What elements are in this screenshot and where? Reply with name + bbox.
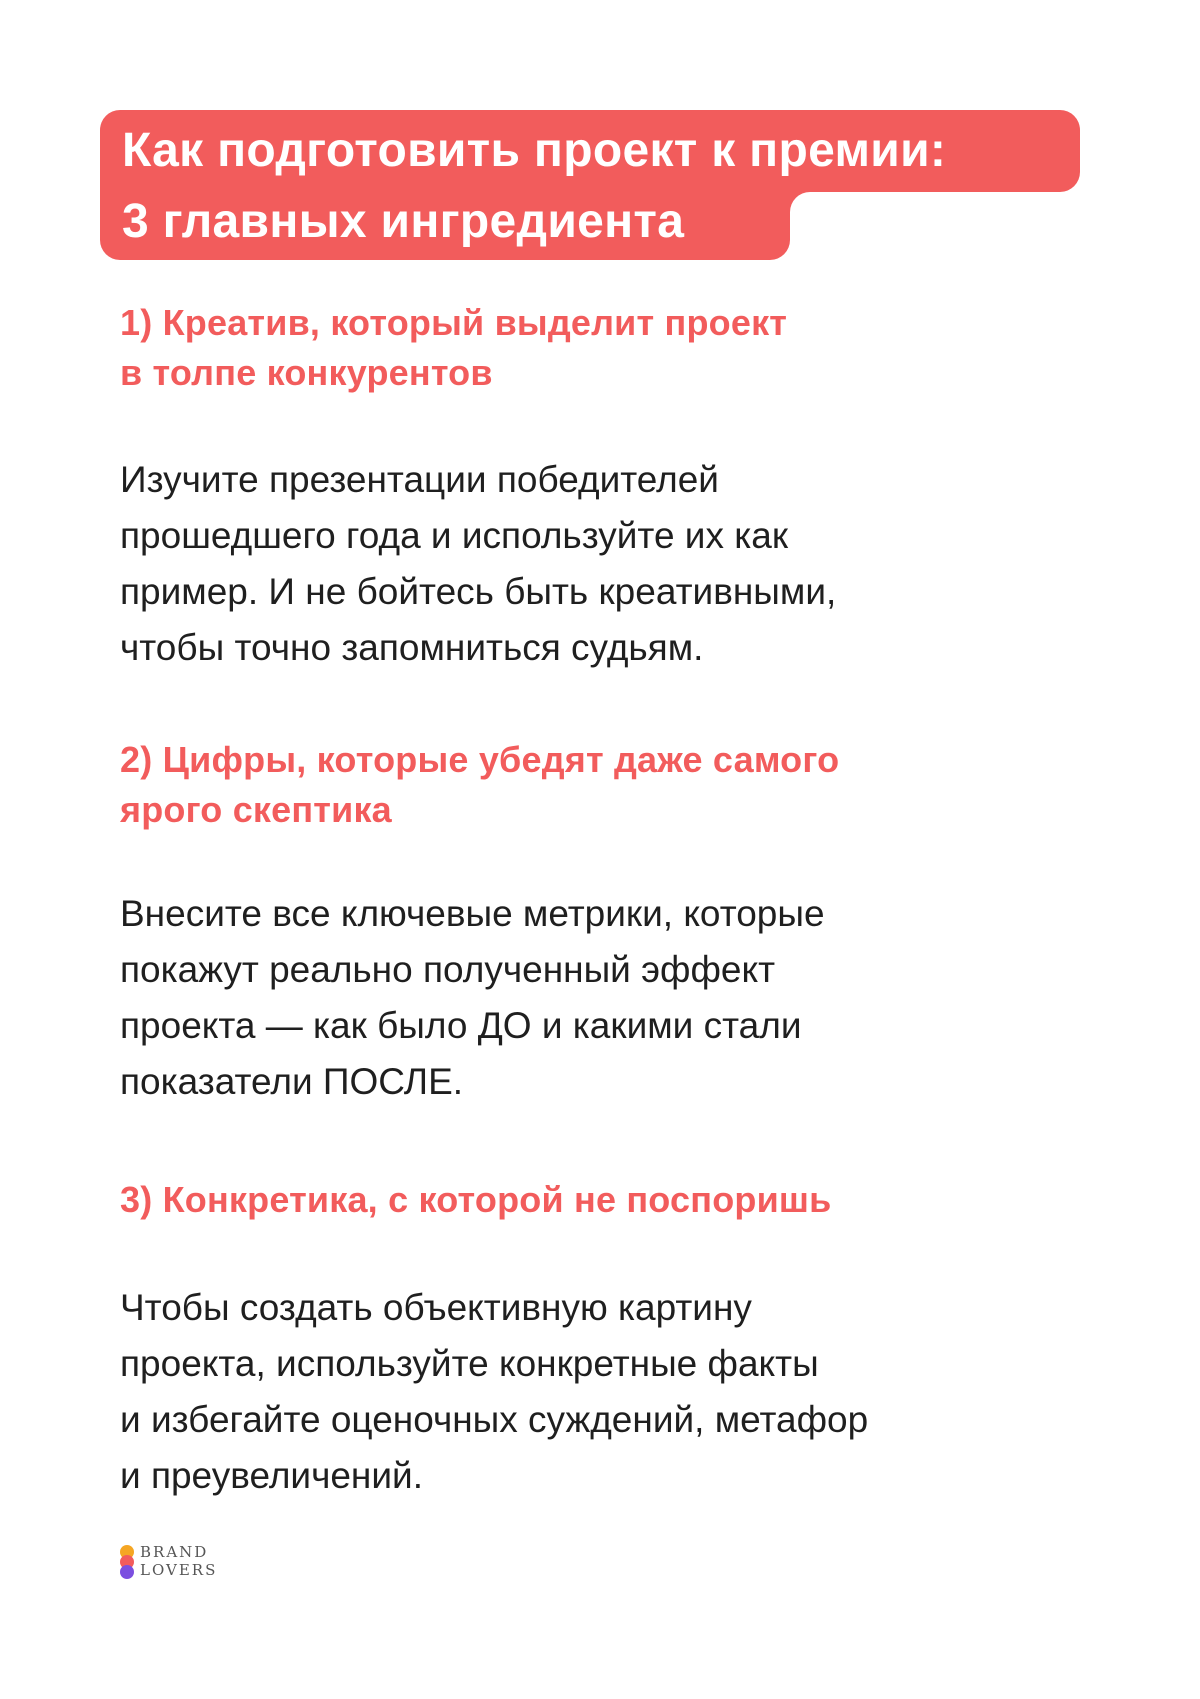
- logo-dot-purple: [120, 1565, 134, 1579]
- title-line-2: 3 главных ингредиента: [100, 192, 790, 260]
- section-3-heading-line-1: 3) Конкретика, с которой не поспоришь: [120, 1179, 832, 1220]
- section-1-heading-line-1: 1) Креатив, который выделит проект: [120, 302, 788, 343]
- logo-text-line-1: BRAND: [140, 1543, 209, 1561]
- section-2-body-line-1: Внесите все ключевые метрики, которые: [120, 893, 825, 934]
- section-1-body: [120, 452, 1080, 676]
- logo-text-line-2: LOVERS: [140, 1561, 218, 1579]
- section-3-body-line-2: проекта, используйте конкретные факты: [120, 1343, 819, 1384]
- section-1-heading: [120, 298, 1080, 398]
- section-2-heading: [120, 735, 1080, 835]
- title-line-1: Как подготовить проект к премии:: [100, 110, 1080, 192]
- section-2-heading-line-1: 2) Цифры, которые убедят даже самого: [120, 739, 840, 780]
- section-1-heading-line-2: в толпе конкурентов: [120, 352, 493, 393]
- section-3-body-line-1: Чтобы создать объективную картину: [120, 1287, 752, 1328]
- section-3-body-line-3: и избегайте оценочных суждений, метафор: [120, 1399, 869, 1440]
- section-3-heading: [120, 1175, 1080, 1225]
- logo-text: [140, 1543, 217, 1579]
- title-corner-decoration: [790, 192, 810, 212]
- section-1-body-line-3: пример. И не бойтесь быть креативными,: [120, 571, 837, 612]
- section-1-body-line-2: прошедшего года и используйте их как: [120, 515, 789, 556]
- section-2-body-line-2: покажут реально полученный эффект: [120, 949, 776, 990]
- title-block: [100, 110, 1080, 260]
- brand-lovers-logo: [120, 1543, 230, 1583]
- section-2-body-line-4: показатели ПОСЛЕ.: [120, 1061, 464, 1102]
- logo-dots-icon: [120, 1545, 134, 1579]
- section-2-body-line-3: проекта — как было ДО и какими стали: [120, 1005, 802, 1046]
- section-1-body-line-1: Изучите презентации победителей: [120, 459, 719, 500]
- section-3-body: [120, 1280, 1080, 1504]
- section-2-heading-line-2: ярого скептика: [120, 789, 392, 830]
- section-2-body: [120, 886, 1080, 1110]
- section-3-body-line-4: и преувеличений.: [120, 1455, 423, 1496]
- section-1-body-line-4: чтобы точно запомниться судьям.: [120, 627, 704, 668]
